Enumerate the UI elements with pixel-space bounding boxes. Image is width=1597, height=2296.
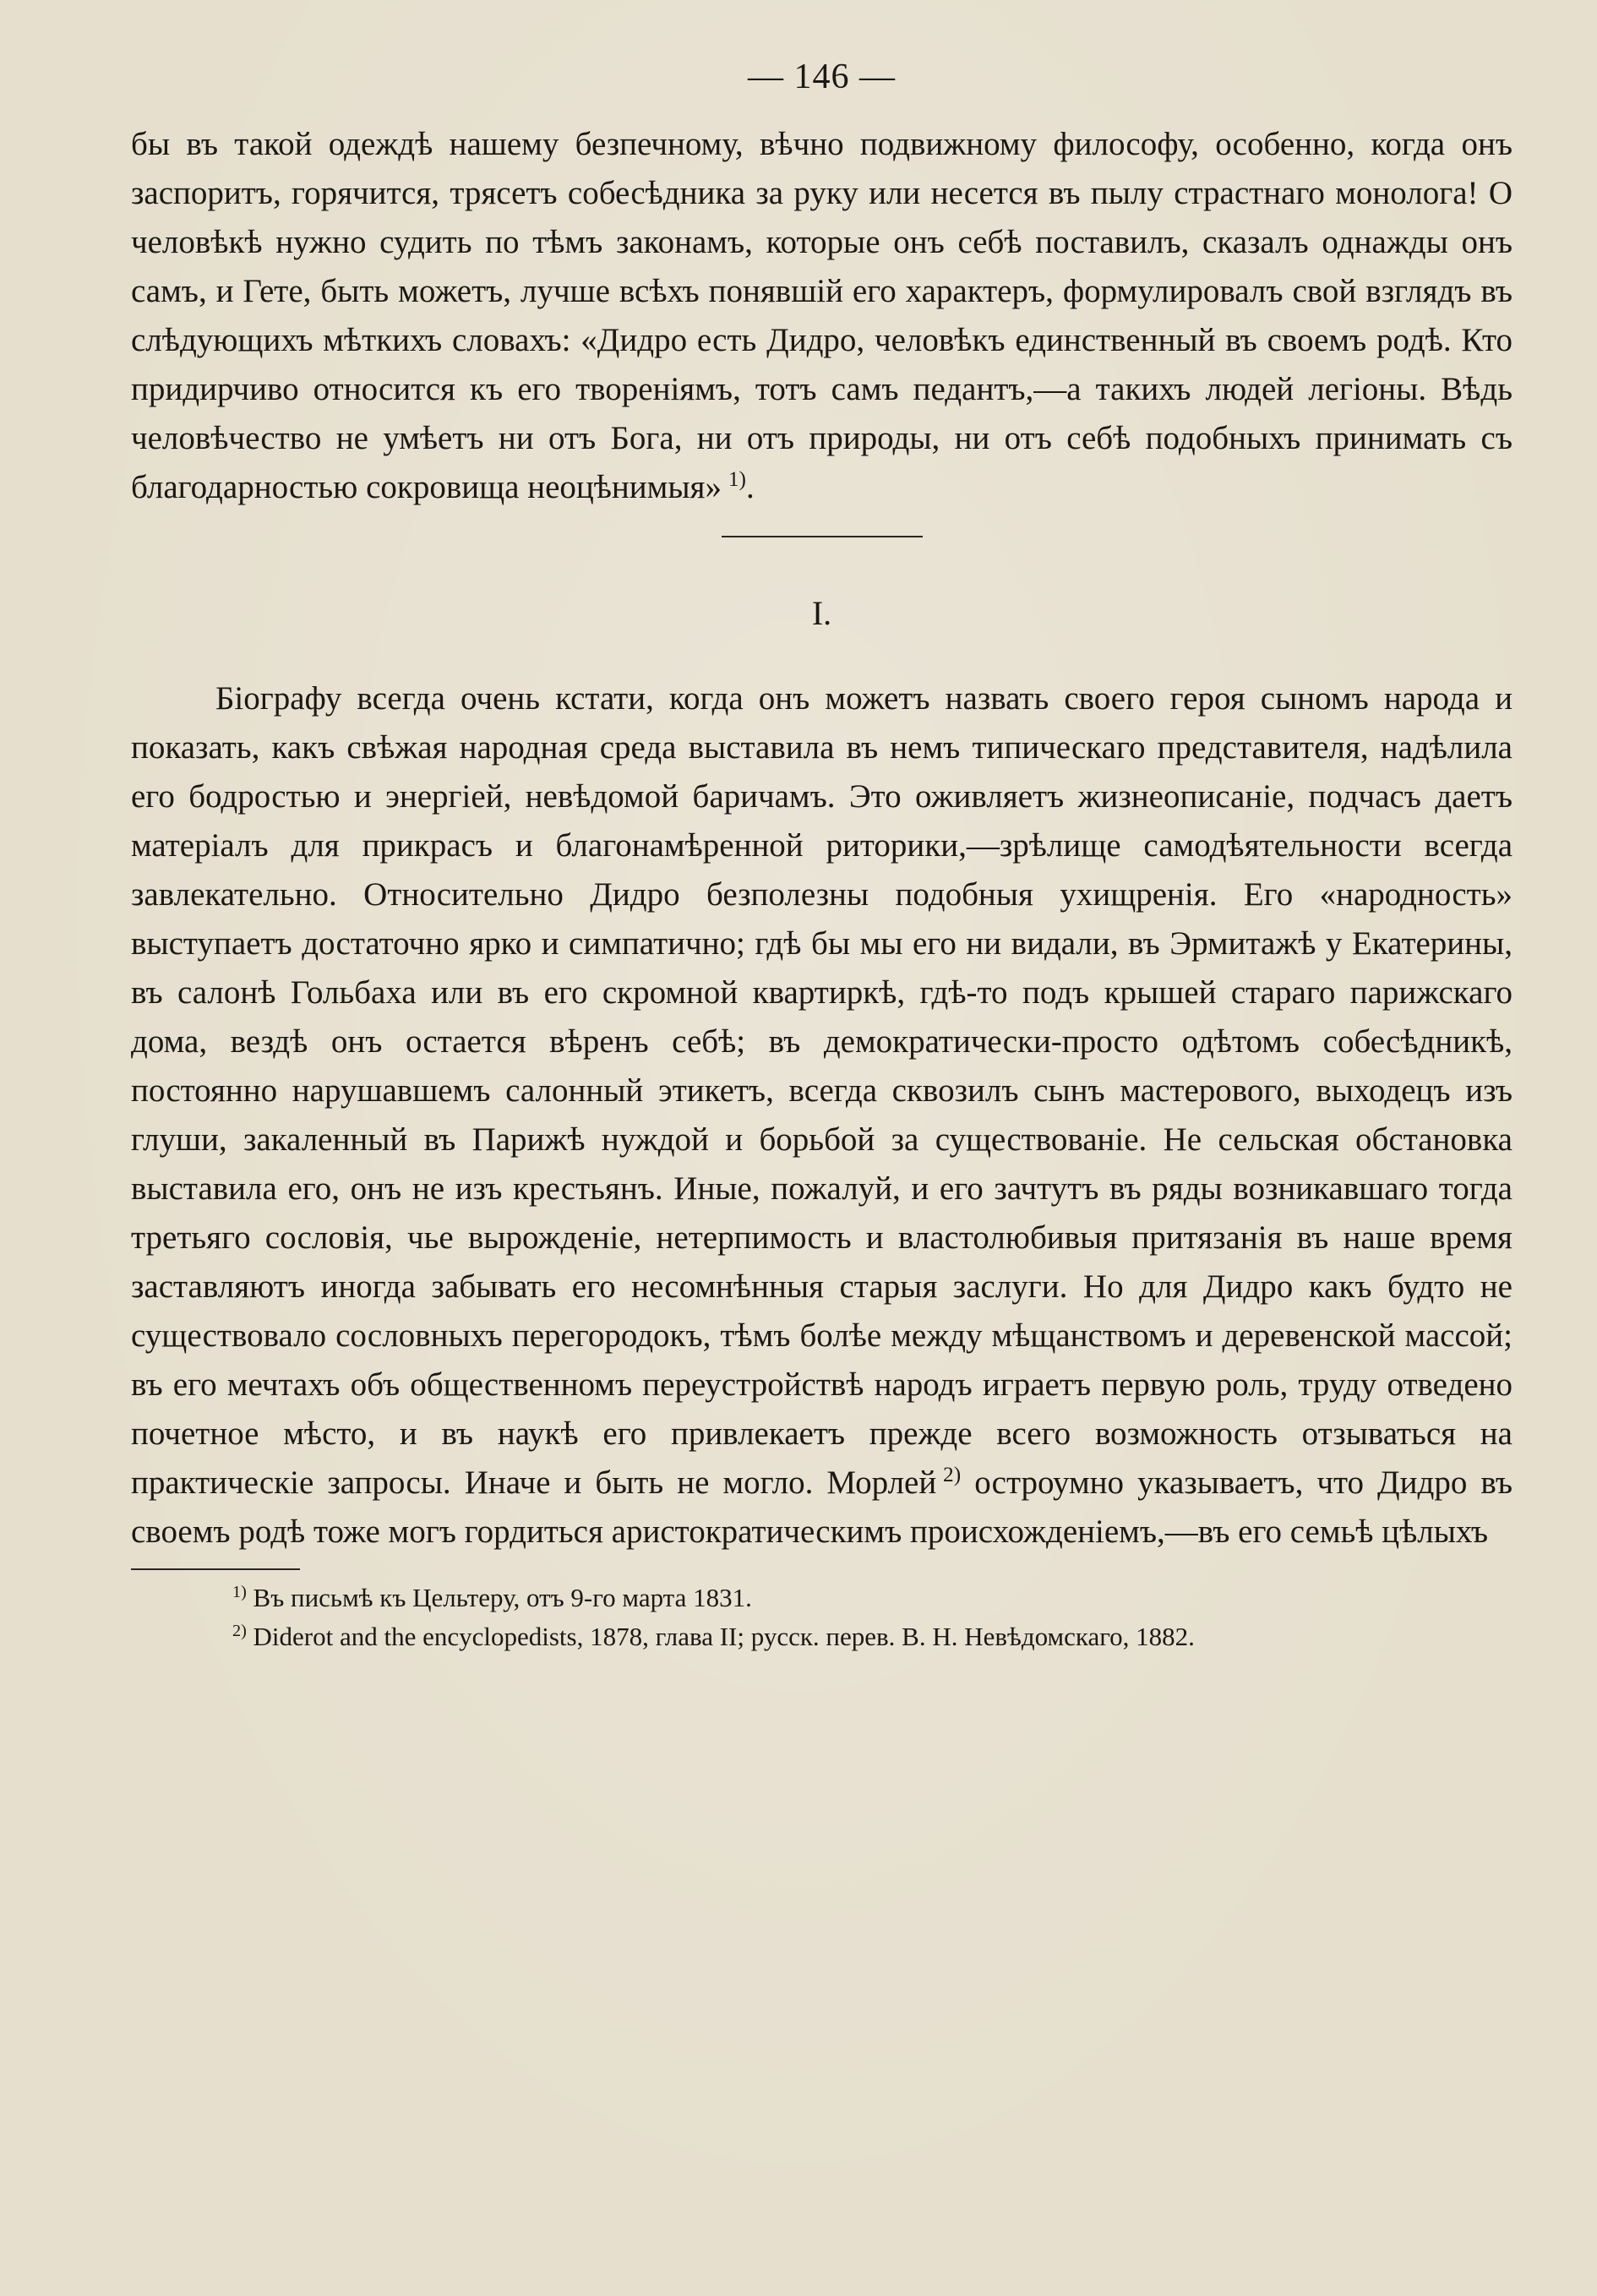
section-paragraph-text-a: Біографу всегда очень кстати, когда онъ можетъ назвать своего героя сыномъ народа и показать, какъ свѣжая народная среда выставила въ немъ типическаго представителя, надѣлила его бодростью и энергіей, невѣдомой баричамъ. Это оживляетъ жизнеописаніе, подчасъ даетъ матеріалъ для прикрасъ и благонамѣренной риторики,—зрѣлище самодѣятельности всегда завлекательно. Относительно Дидро безполезны подобныя ухищренія. Его «народность» выступаетъ достаточно ярко и симпатично; гдѣ бы мы его ни видали, въ Эрмитажѣ у Екатерины, въ салонѣ Гольбаха или въ его скромной квартиркѣ, гдѣ-то подъ крышей стараго парижскаго дома, вездѣ онъ остается вѣренъ себѣ; въ демократически-просто одѣтомъ собесѣдникѣ, постоянно нарушавшемъ салонный этикетъ, всегда сквозилъ сынъ мастерового, выходецъ изъ глуши, закаленный въ Парижѣ нуждой и борьбой за существованіе. Не сельская обстановка выставила его, онъ не изъ крестьянъ. Иные, пожалуй, и его зачтутъ въ ряды возникавшаго тогда третьяго сословія, чье вырожденіе, нетерпимость и властолюбивыя притязанія въ наше время заставляютъ иногда забывать его несомнѣнныя старыя заслуги. Но для Дидро какъ будто не существовало сословныхъ перегородокъ, тѣмъ болѣе между мѣщанствомъ и деревенской массой; въ его мечтахъ объ общественномъ переустройствѣ народъ играетъ первую роль, труду отведено почетное мѣсто, и въ наукѣ его привлекаетъ прежде всего возможность отзываться на практическіе запросы. Иначе и быть не могло. Морлей xyxy=(131,680,1513,1501)
footnote-2 xyxy=(131,1617,1513,1656)
opening-paragraph-end: . xyxy=(745,469,755,505)
footnote-2-mark: 2) xyxy=(232,1621,247,1640)
opening-paragraph xyxy=(131,120,1513,512)
section-paragraph-text-b: остроумно указываетъ, что Дидро въ своемъ родѣ тоже могъ гордиться аристократическимъ происхожденіемъ,—въ его семьѣ цѣлыхъ xyxy=(131,1464,1513,1550)
footnote-1-mark: 1) xyxy=(232,1582,247,1601)
opening-paragraph-text: бы въ такой одеждѣ нашему безпечному, вѣчно подвижному философу, особенно, когда онъ заспоритъ, горячится, трясетъ собесѣдника за руку или несется въ пылу страстнаго монолога! О человѣкѣ нужно судить по тѣмъ законамъ, которые онъ себѣ поставилъ, сказалъ однажды онъ самъ, и Гете, быть можетъ, лучше всѣхъ понявшій его характеръ, формулировалъ свой взглядъ въ слѣдующихъ мѣткихъ словахъ: «Дидро есть Дидро, человѣкъ единственный въ своемъ родѣ. Кто придирчиво относится къ его твореніямъ, тотъ самъ педантъ,—а такихъ людей легіоны. Вѣдь человѣчество не умѣетъ ни отъ Бога, ни отъ природы, ни отъ себѣ подобныхъ принимать съ благодарностью сокровища неоцѣнимыя» xyxy=(131,126,1513,505)
section-heading: I. xyxy=(811,594,832,632)
footnote-rule xyxy=(131,1568,300,1570)
footnote-reference-1: 1) xyxy=(728,467,746,492)
footnote-1 xyxy=(131,1579,1513,1617)
footnote-reference-2: 2) xyxy=(943,1463,962,1487)
section-paragraph xyxy=(131,674,1513,1557)
section-separator-rule xyxy=(722,536,923,537)
footnote-1-text: Въ письмѣ къ Цельтеру, отъ 9-го марта 1831. xyxy=(253,1583,752,1612)
footnotes xyxy=(131,1579,1513,1656)
footnote-2-text: Diderot and the encyclopedists, 1878, глава II; русск. перев. В. Н. Невѣдомскаго, 1882. xyxy=(253,1622,1195,1651)
page-number: — 146 — xyxy=(748,57,896,96)
